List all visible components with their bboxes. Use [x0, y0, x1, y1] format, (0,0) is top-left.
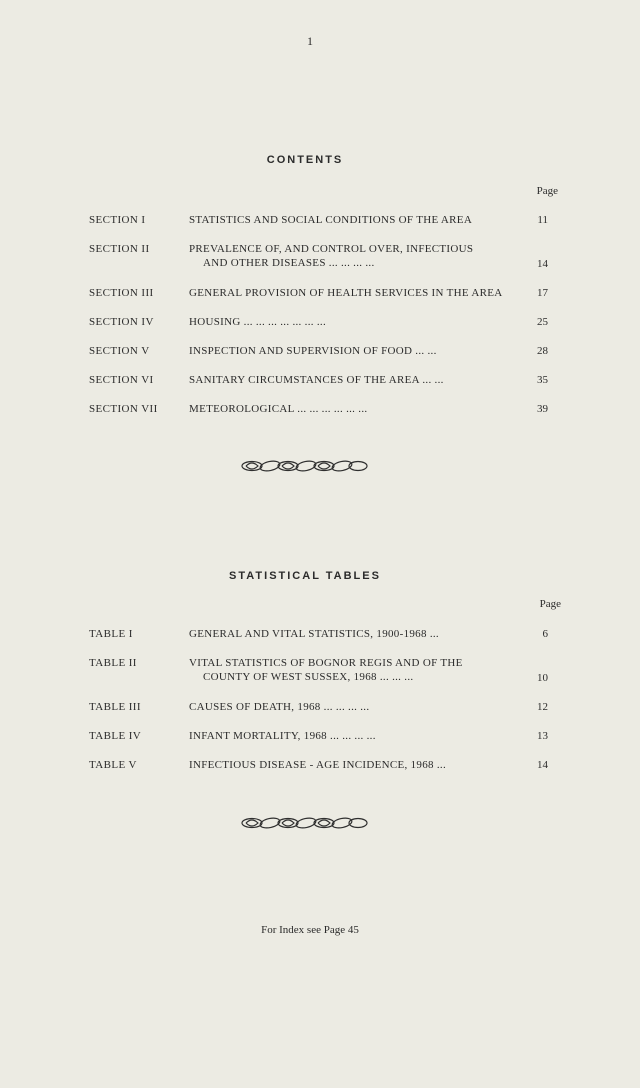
section-page: 28 [537, 345, 548, 357]
table-title [189, 729, 509, 743]
table-title-line: VITAL STATISTICS OF BOGNOR REGIS AND OF THE [189, 657, 463, 669]
table-title [189, 656, 509, 684]
section-label: SECTION VI [89, 374, 154, 386]
section-title-line: SANITARY CIRCUMSTANCES OF THE AREA ... ... [189, 374, 444, 386]
section-title-line: METEOROLOGICAL ... ... ... ... ... ... [189, 403, 368, 415]
table-page: 10 [537, 672, 548, 684]
table-title-line: GENERAL AND VITAL STATISTICS, 1900-1968 ... [189, 628, 439, 640]
section-title-line: GENERAL PROVISION OF HEALTH SERVICES IN THE AREA [189, 287, 503, 299]
section-title [189, 344, 509, 358]
table-title-line: INFECTIOUS DISEASE - AGE INCIDENCE, 1968 ... [189, 759, 447, 771]
table-page: 12 [537, 701, 548, 713]
section-title [189, 242, 509, 270]
table-label: TABLE II [89, 657, 137, 669]
section-title-line: STATISTICS AND SOCIAL CONDITIONS OF THE AREA [189, 214, 473, 226]
section-title-line: INSPECTION AND SUPERVISION OF FOOD ... ... [189, 345, 437, 357]
section-title [189, 213, 509, 227]
section-page: 11 [537, 214, 548, 226]
section-page: 17 [537, 287, 548, 299]
table-label: TABLE IV [89, 730, 142, 742]
section-page: 25 [537, 316, 548, 328]
section-title-line-2: AND OTHER DISEASES ... ... ... ... [203, 257, 375, 269]
table-title [189, 627, 509, 641]
table-label: TABLE I [89, 628, 133, 640]
section-label: SECTION IV [89, 316, 154, 328]
section-label: SECTION II [89, 243, 150, 255]
section-title [189, 373, 509, 387]
contents-page-header: Page [536, 185, 558, 197]
page-number: 1 [307, 34, 313, 48]
section-page: 35 [537, 374, 548, 386]
section-page: 14 [537, 258, 548, 270]
table-label: TABLE III [89, 701, 141, 713]
contents-heading: CONTENTS [266, 154, 344, 166]
chain-ornament-icon [0, 458, 610, 479]
table-page: 14 [537, 759, 548, 771]
chain-ornament-icon [0, 815, 610, 836]
table-title [189, 758, 509, 772]
section-label: SECTION I [89, 214, 146, 226]
section-title [189, 402, 509, 416]
table-title [189, 700, 509, 714]
index-reference: For Index see Page 45 [261, 924, 359, 936]
section-title-line: PREVALENCE OF, AND CONTROL OVER, INFECTIOUS [189, 243, 474, 255]
tables-heading: STATISTICAL TABLES [229, 570, 381, 582]
tables-page-header: Page [539, 598, 561, 610]
section-title [189, 286, 509, 300]
section-label: SECTION V [89, 345, 150, 357]
section-label: SECTION VII [89, 403, 158, 415]
section-title [189, 315, 509, 329]
table-page: 6 [542, 628, 548, 640]
table-page: 13 [537, 730, 548, 742]
table-title-line-2: COUNTY OF WEST SUSSEX, 1968 ... ... ... [203, 671, 414, 683]
table-label: TABLE V [89, 759, 137, 771]
section-title-line: HOUSING ... ... ... ... ... ... ... [189, 316, 326, 328]
table-title-line: INFANT MORTALITY, 1968 ... ... ... ... [189, 730, 376, 742]
section-page: 39 [537, 403, 548, 415]
table-title-line: CAUSES OF DEATH, 1968 ... ... ... ... [189, 701, 370, 713]
section-label: SECTION III [89, 287, 154, 299]
